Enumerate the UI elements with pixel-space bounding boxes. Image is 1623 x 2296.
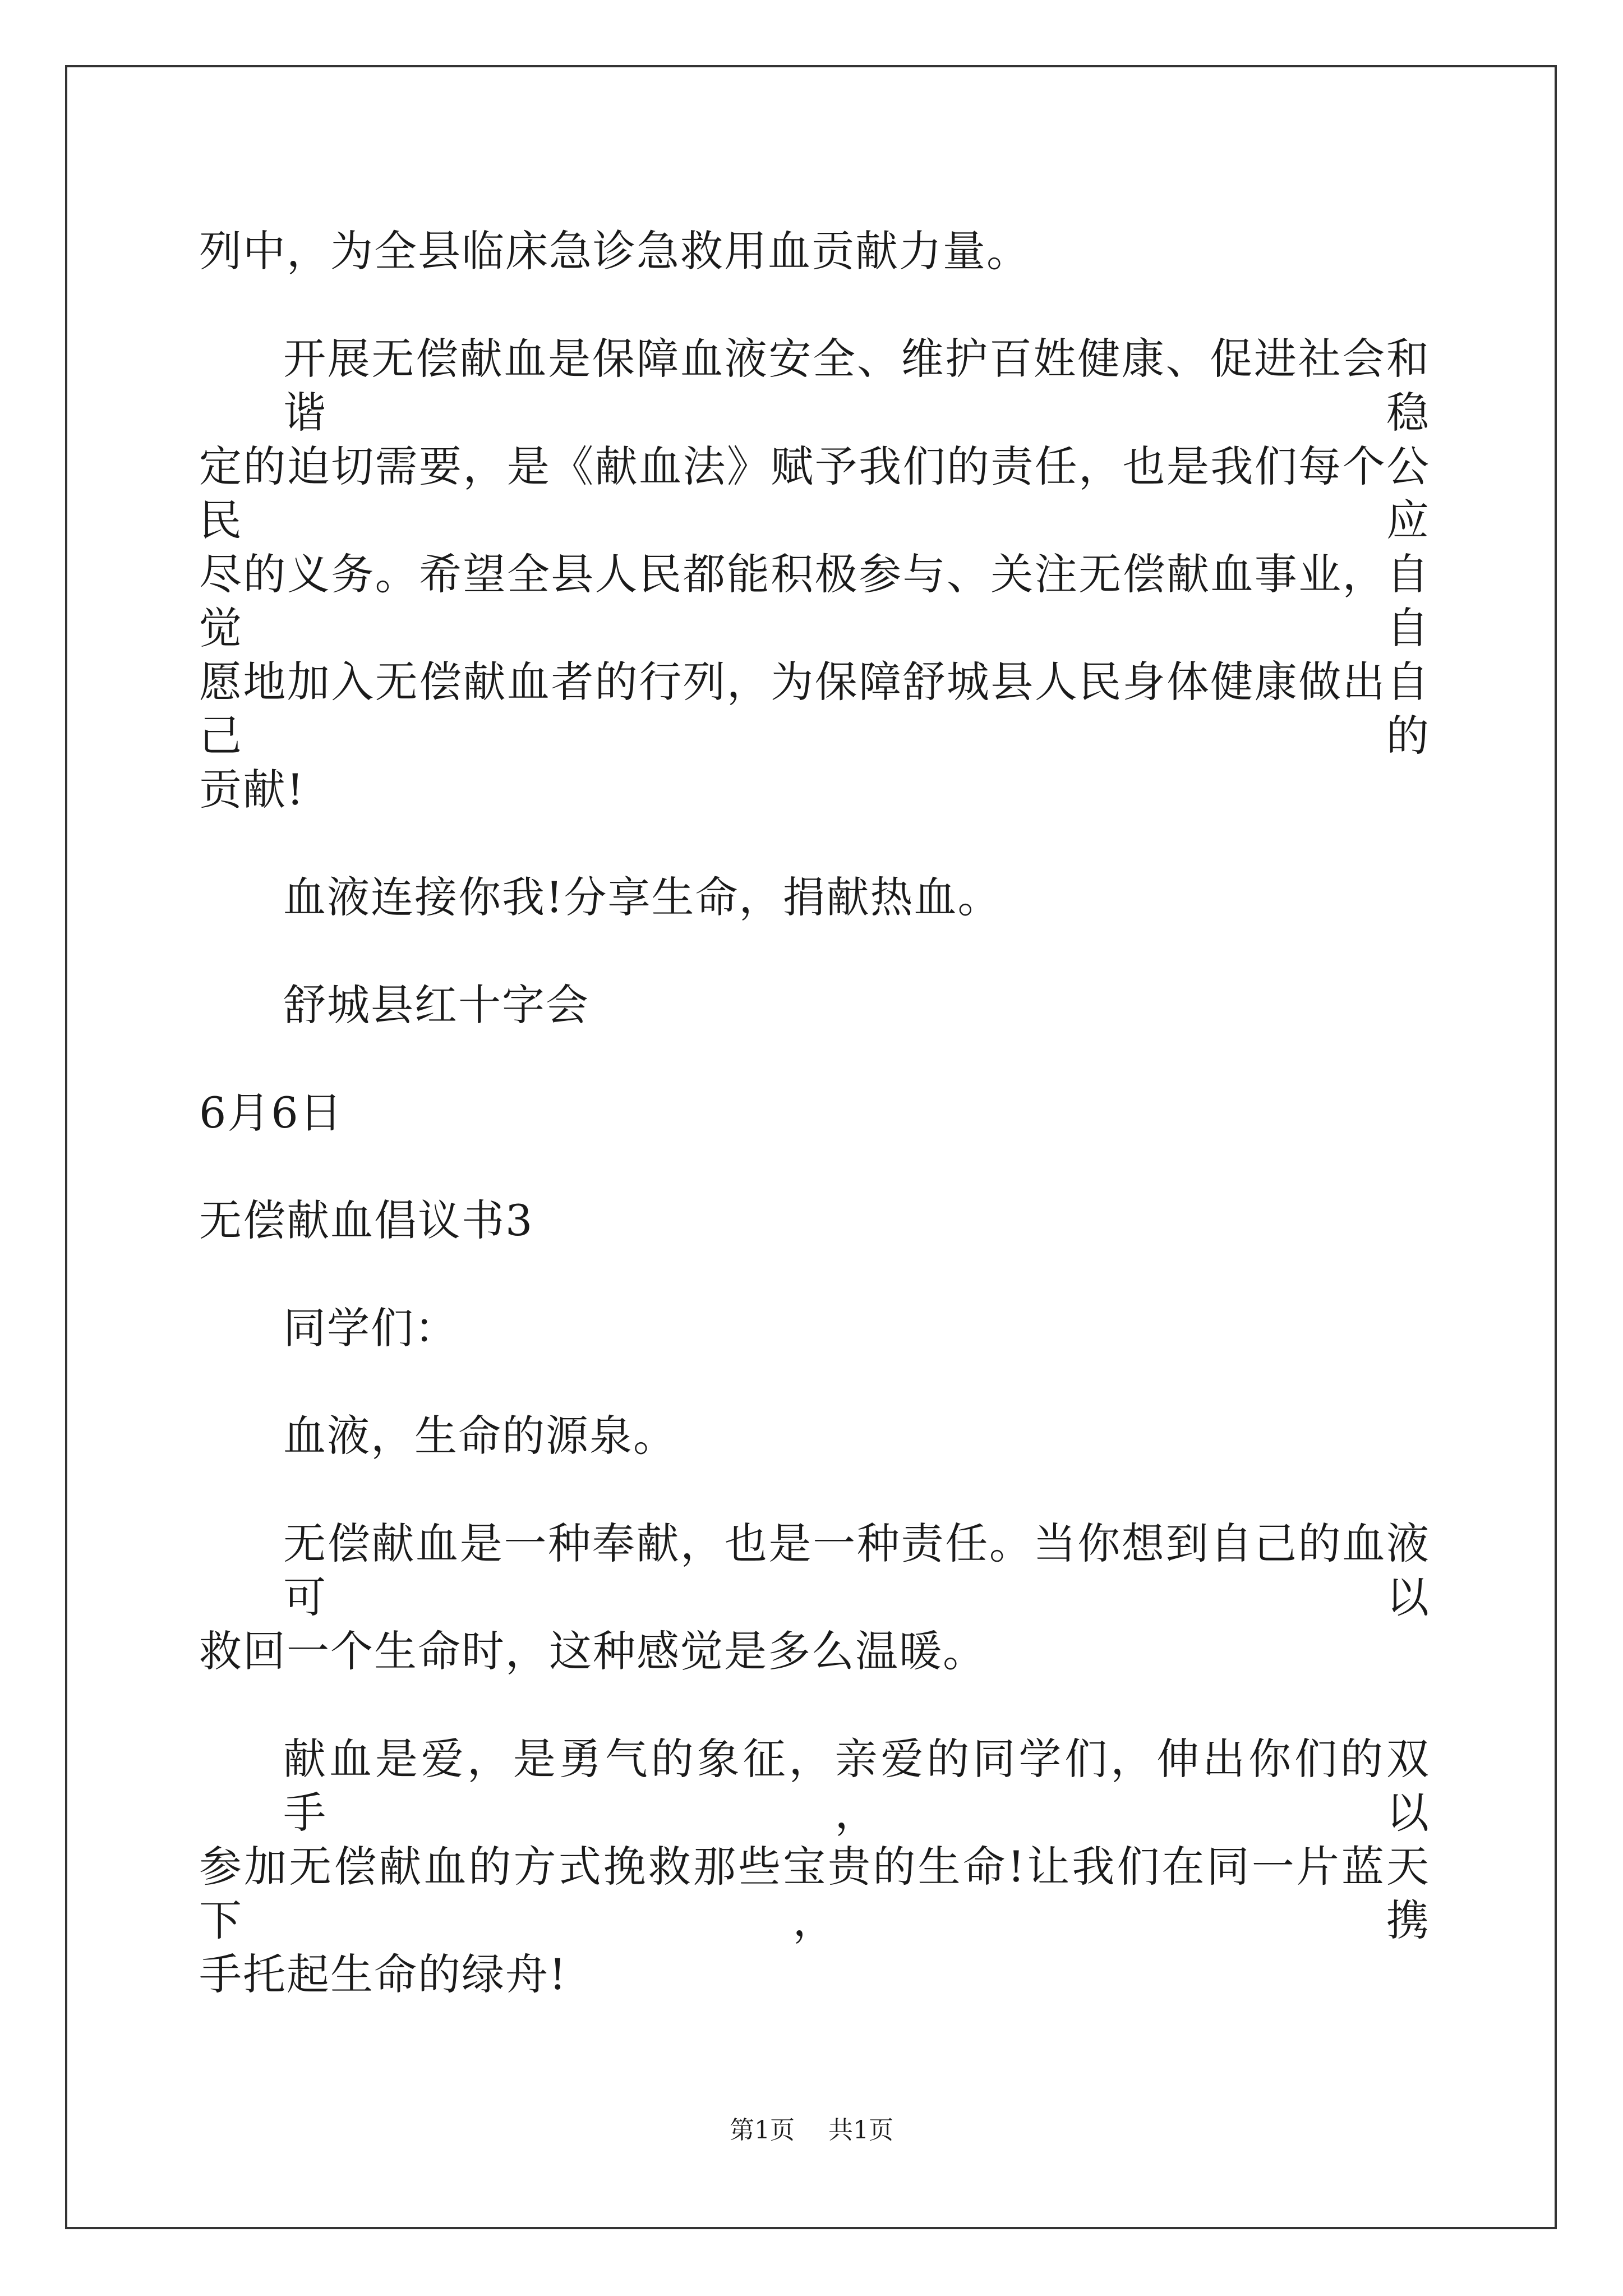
paragraph-line: 尽的义务。希望全县人民都能积极参与、关注无偿献血事业，自觉自 — [199, 549, 1430, 653]
paragraph-line: 血液连接你我!分享生命，捐献热血。 — [283, 872, 1002, 922]
paragraph-line: 参加无偿献血的方式挽救那些宝贵的生命!让我们在同一片蓝天下，携 — [199, 1842, 1430, 1945]
signature-date: 6月6日 — [199, 1088, 343, 1138]
paragraph-line: 开展无偿献血是保障血液安全、维护百姓健康、促进社会和谐稳 — [283, 334, 1430, 438]
page-footer — [0, 2115, 1623, 2146]
paragraph-line: 定的迫切需要，是《献血法》赋予我们的责任，也是我们每个公民应 — [199, 441, 1430, 545]
signature-org: 舒城县红十字会 — [283, 980, 589, 1030]
page-number: 第1页 — [730, 2116, 795, 2145]
paragraph-line: 献血是爱，是勇气的象征，亲爱的同学们，伸出你们的双手，以 — [283, 1734, 1430, 1838]
page-total: 共1页 — [828, 2116, 893, 2145]
salutation: 同学们： — [283, 1303, 458, 1353]
paragraph-line: 无偿献血是一种奉献，也是一种责任。当你想到自己的血液可以 — [283, 1519, 1430, 1622]
paragraph-line: 愿地加入无偿献血者的行列，为保障舒城县人民身体健康做出自己的 — [199, 657, 1430, 761]
paragraph-line: 贡献! — [199, 765, 305, 815]
paragraph-line: 血液，生命的源泉。 — [283, 1411, 677, 1461]
paragraph-line: 救回一个生命时，这种感觉是多么温暖。 — [199, 1626, 986, 1676]
paragraph-line: 手托起生命的绿舟! — [199, 1949, 568, 1999]
section-title: 无偿献血倡议书3 — [199, 1195, 534, 1245]
paragraph-line: 列中，为全县临床急诊急救用血贡献力量。 — [199, 226, 1030, 276]
